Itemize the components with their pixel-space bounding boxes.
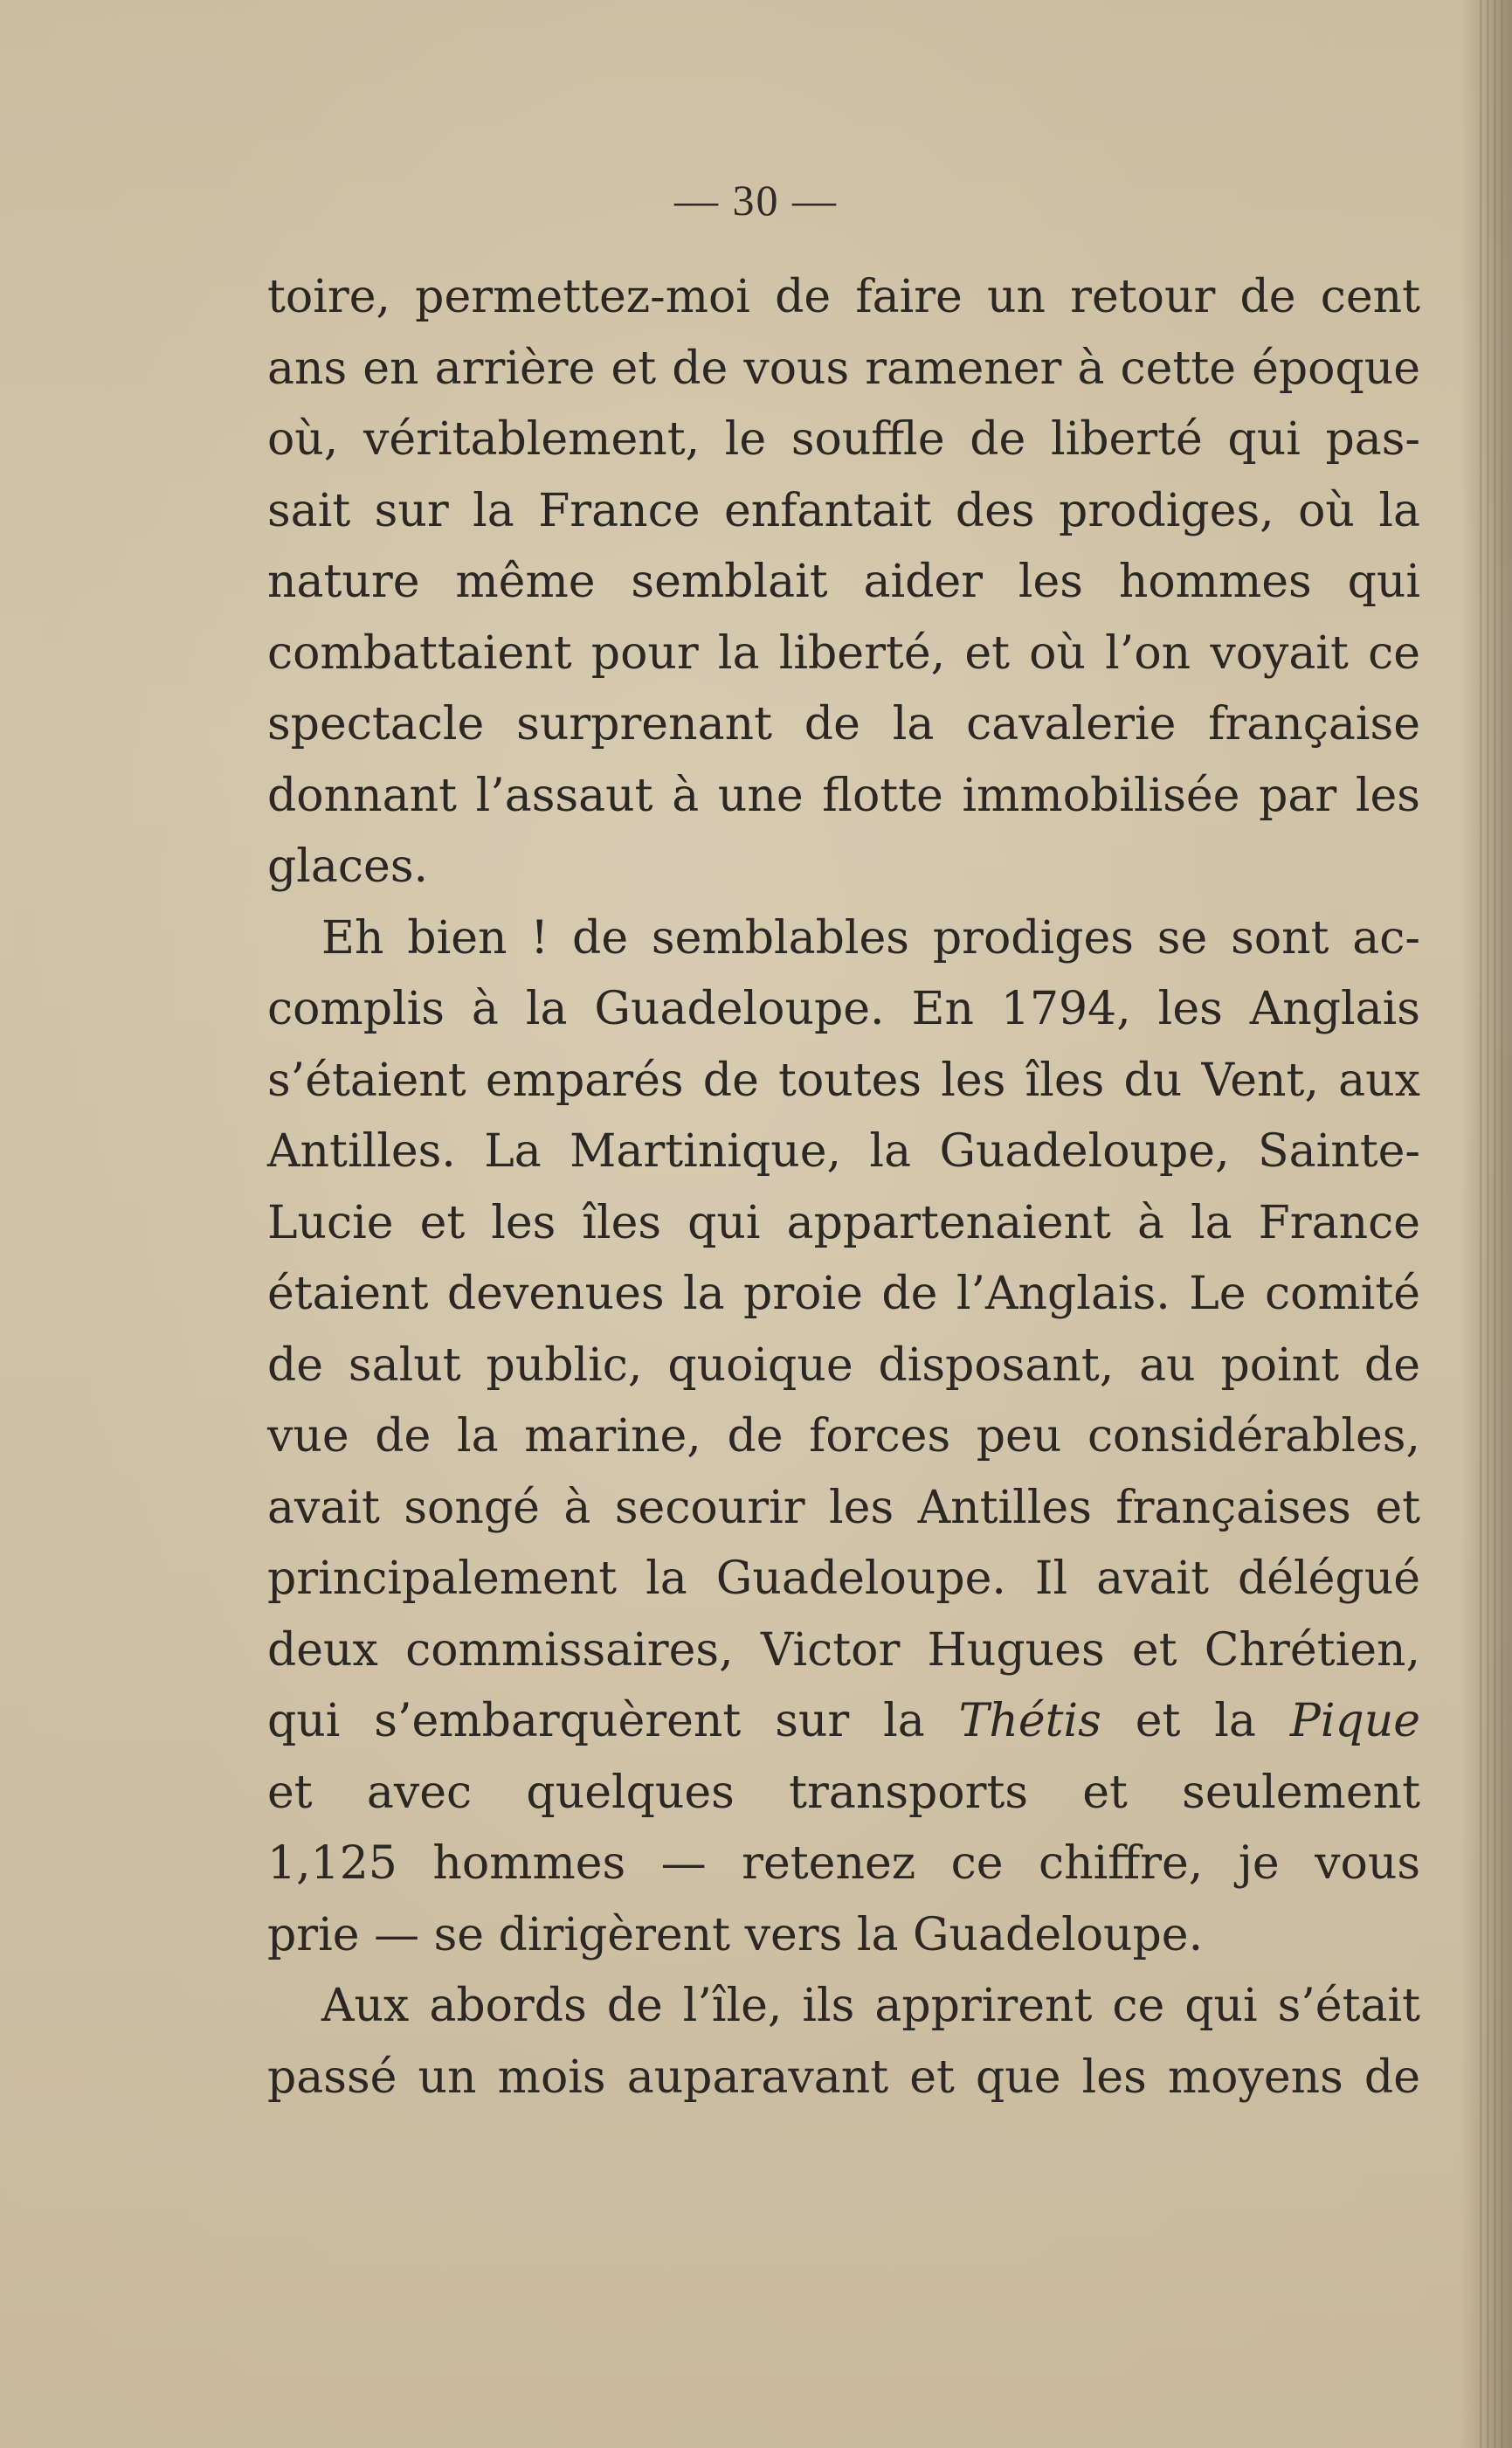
- text-line: et avec quelques transports et seulement: [267, 1766, 1420, 1819]
- text-line: principalement la Guadeloupe. Il avait délégué: [267, 1552, 1420, 1605]
- ship-name-thetis: Thétis: [958, 1695, 1101, 1747]
- text-line: spectacle surprenant de la cavalerie française: [267, 698, 1420, 750]
- text-line: ans en arrière et de vous ramener à cette époque: [267, 342, 1420, 395]
- text-line: Lucie et les îles qui appartenaient à la France: [267, 1196, 1420, 1249]
- body-text: [267, 262, 1420, 2113]
- text-line: combattaient pour la liberté, et où l’on voyait ce: [267, 626, 1420, 680]
- text-line: sait sur la France enfantait des prodiges, où la: [267, 484, 1420, 537]
- text-line: donnant l’assaut à une flotte immobilisée par les: [267, 769, 1420, 822]
- text-line: Antilles. La Martinique, la Guadeloupe, Sainte-: [267, 1125, 1420, 1178]
- text-line: prie — se dirigèrent vers la Guadeloupe.: [267, 1908, 1204, 1961]
- text-line: vue de la marine, de forces peu considérables,: [267, 1410, 1420, 1463]
- page-edge-stack: [1475, 0, 1505, 2448]
- text-line: toire, permettez-moi de faire un retour de cent: [267, 271, 1420, 323]
- text-line: avait songé à secourir les Antilles françaises et: [267, 1481, 1420, 1534]
- text-line: nature même semblait aider les hommes qui: [267, 556, 1420, 608]
- text-segment: et la: [1101, 1695, 1290, 1747]
- text-line: complis à la Guadeloupe. En 1794, les Anglais: [267, 983, 1420, 1035]
- text-line: 1,125 hommes — retenez ce chiffre, je vous: [267, 1837, 1420, 1890]
- text-line: où, véritablement, le souffle de liberté qui pas-: [267, 413, 1420, 466]
- text-line: passé un mois auparavant et que les moyens de: [267, 2050, 1420, 2104]
- text-line: étaient devenues la proie de l’Anglais. Le comité: [267, 1268, 1420, 1320]
- text-line: deux commissaires, Victor Hugues et Chrétien,: [267, 1623, 1420, 1677]
- text-line: Aux abords de l’île, ils apprirent ce qui s’était: [321, 1980, 1420, 2032]
- page-number: — 30 —: [674, 176, 838, 225]
- text-line: de salut public, quoique disposant, au point de: [267, 1338, 1420, 1392]
- text-line: [267, 1686, 1420, 1758]
- text-line: glaces.: [267, 840, 429, 893]
- text-line: Eh bien ! de semblables prodiges se sont ac-: [321, 911, 1420, 965]
- ship-name-pique: Pique: [1289, 1695, 1421, 1747]
- text-line: s’étaient emparés de toutes les îles du Vent, aux: [267, 1054, 1420, 1107]
- text-segment: qui s’embarquèrent sur la: [267, 1695, 959, 1747]
